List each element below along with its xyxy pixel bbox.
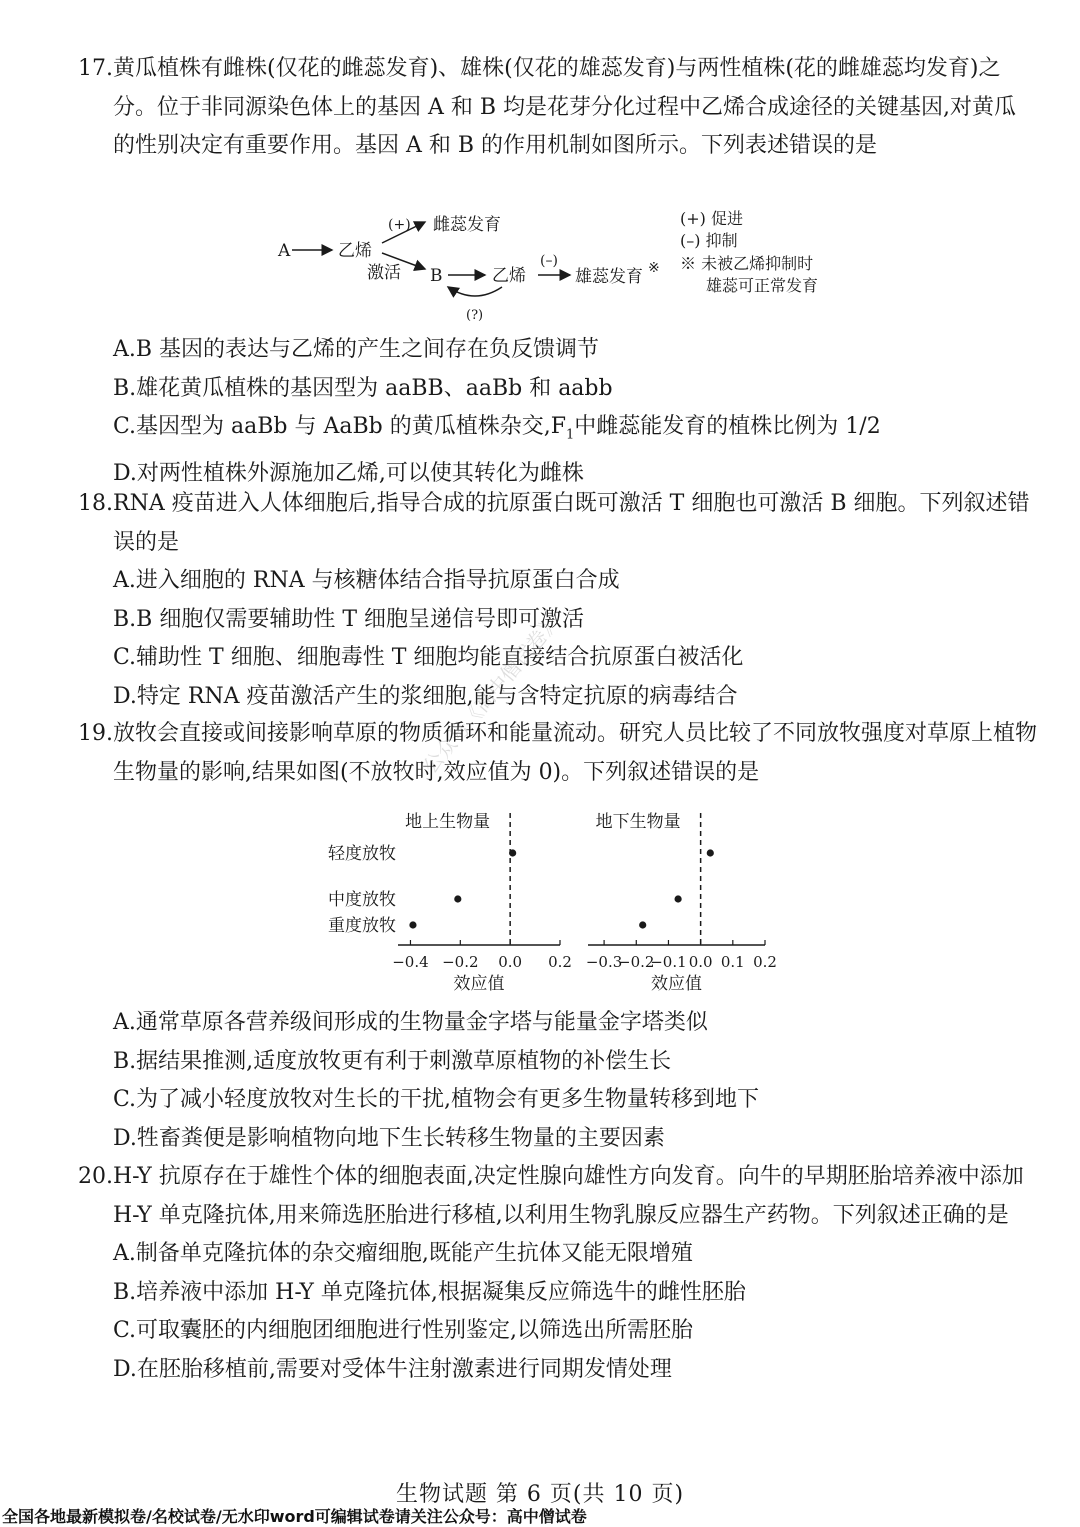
option-c bbox=[113, 408, 1038, 455]
activate-label: 激活 bbox=[367, 263, 401, 283]
question-number: 20. bbox=[78, 1164, 113, 1189]
x-tick-label: −0.2 bbox=[618, 953, 655, 971]
question-19-options bbox=[78, 1004, 1038, 1158]
question-stem: RNA 疫苗进入人体细胞后,指导合成的抗原蛋白既可激活 T 细胞也可激活 B 细胞。下列叙述错误的是 bbox=[113, 491, 1030, 555]
option-c: C.可取囊胚的内细胞团细胞进行性别鉴定,以筛选出所需胚胎 bbox=[113, 1318, 694, 1343]
option-c-text-2: 中雌蕊能发育的植株比例为 1/2 bbox=[574, 414, 881, 439]
question-20 bbox=[78, 1158, 1038, 1389]
grazing-effect-chart bbox=[320, 805, 780, 1000]
option-b: B.培养液中添加 H-Y 单克隆抗体,根据凝集反应筛选牛的雌性胚胎 bbox=[113, 1279, 746, 1305]
f1-subscript: 1 bbox=[566, 427, 575, 443]
option-a: A.B 基因的表达与乙烯的产生之间存在负反馈调节 bbox=[113, 337, 600, 362]
panel-title: 地下生物量 bbox=[595, 812, 681, 832]
promo-banner: 全国各地最新模拟卷/名校试卷/无水印word可编辑试卷请关注公众号：高中僧试卷 bbox=[2, 1507, 587, 1526]
question-number: 18. bbox=[78, 491, 113, 516]
inhibit-sign: (–) bbox=[540, 253, 558, 269]
data-point bbox=[454, 895, 461, 902]
pistil-development-label: 雌蕊发育 bbox=[433, 215, 501, 235]
panel-title: 地上生物量 bbox=[405, 812, 491, 832]
data-point bbox=[707, 849, 714, 856]
stamen-development-label: 雄蕊发育 bbox=[575, 267, 643, 287]
gene-b-label: B bbox=[430, 266, 443, 286]
option-d: D.特定 RNA 疫苗激活产生的浆细胞,能与含特定抗原的病毒结合 bbox=[113, 683, 738, 709]
x-axis-label: 效应值 bbox=[651, 974, 702, 994]
option-d: D.牲畜粪便是影响植物向地下生长转移生物量的主要因素 bbox=[113, 1125, 665, 1151]
x-tick-label: −0.4 bbox=[392, 953, 429, 971]
question-number: 17. bbox=[78, 56, 113, 81]
x-tick-label: −0.3 bbox=[585, 953, 623, 971]
option-a: A.进入细胞的 RNA 与核糖体结合指导抗原蛋白合成 bbox=[113, 568, 620, 593]
option-b: B.B 细胞仅需要辅助性 T 细胞呈递信号即可激活 bbox=[113, 606, 584, 632]
note-mark: ※ bbox=[648, 260, 660, 276]
question-stem: H-Y 抗原存在于雄性个体的细胞表面,决定性腺向雄性方向发育。向牛的早期胚胎培养液中添加 H-Y 单克隆抗体,用来筛选胚胎进行移植,以利用生物乳腺反应器生产药物。下列叙述正确的是 bbox=[113, 1164, 1024, 1228]
x-tick-label: 0.2 bbox=[753, 953, 777, 971]
category-label: 重度放牧 bbox=[328, 916, 396, 936]
x-tick-label: 0.1 bbox=[720, 953, 745, 971]
watermark: 公众号《高中僧试卷》 bbox=[418, 609, 566, 778]
data-point bbox=[639, 921, 646, 928]
x-tick-label: −0.1 bbox=[650, 953, 687, 971]
page-footer: 生物试题 第 6 页(共 10 页) bbox=[395, 1482, 685, 1507]
option-d: D.对两性植株外源施加乙烯,可以使其转化为雌株 bbox=[113, 460, 584, 486]
data-point bbox=[675, 895, 682, 902]
x-axis-label: 效应值 bbox=[453, 974, 505, 994]
legend-note-1: ※ 未被乙烯抑制时 bbox=[680, 254, 814, 273]
question-sign: (?) bbox=[466, 308, 484, 323]
question-17-options bbox=[78, 331, 1038, 493]
x-tick-label: 0.0 bbox=[498, 953, 523, 971]
category-label: 轻度放牧 bbox=[328, 844, 396, 864]
option-b: B.雄花黄瓜植株的基因型为 aaBB、aaBb 和 aabb bbox=[113, 375, 613, 401]
question-stem: 黄瓜植株有雌株(仅花的雌蕊发育)、雄株(仅花的雄蕊发育)与两性植株(花的雌雄蕊均发育)之分。位于非同源染色体上的基因 A 和 B 均是花芽分化过程中乙烯合成途径的关键基因,对黄瓜的性别决定有重要作用。基因 A 和 B 的作用机制如图所示。下列表述错误的是 bbox=[113, 56, 1017, 158]
option-c-text: C.基因型为 aaBb 与 AaBb 的黄瓜植株杂交,F bbox=[113, 414, 567, 439]
promote-sign: (+) bbox=[388, 217, 411, 233]
ethylene-label-1: 乙烯 bbox=[338, 241, 372, 261]
option-c: C.辅助性 T 细胞、细胞毒性 T 细胞均能直接结合抗原蛋白被活化 bbox=[113, 645, 744, 670]
question-17 bbox=[78, 50, 1038, 166]
option-a: A.制备单克隆抗体的杂交瘤细胞,既能产生抗体又能无限增殖 bbox=[113, 1241, 693, 1266]
x-tick-label: 0.2 bbox=[548, 953, 572, 971]
gene-mechanism-diagram bbox=[270, 205, 840, 330]
x-tick-label: −0.2 bbox=[442, 953, 479, 971]
ethylene-label-2: 乙烯 bbox=[492, 266, 526, 286]
data-point bbox=[509, 849, 516, 856]
question-18 bbox=[78, 485, 1038, 716]
option-d: D.在胚胎移植前,需要对受体牛注射激素进行同期发情处理 bbox=[113, 1356, 672, 1382]
data-point bbox=[409, 921, 416, 928]
category-label: 中度放牧 bbox=[328, 890, 396, 910]
legend-inhibit: (–) 抑制 bbox=[680, 231, 738, 250]
legend-promote: (+) 促进 bbox=[680, 209, 743, 228]
question-stem: 放牧会直接或间接影响草原的物质循环和能量流动。研究人员比较了不同放牧强度对草原上植物生物量的影响,结果如图(不放牧时,效应值为 0)。下列叙述错误的是 bbox=[113, 721, 1038, 785]
gene-a-label: A bbox=[278, 241, 291, 261]
question-number: 19. bbox=[78, 721, 113, 746]
option-c: C.为了减小轻度放牧对生长的干扰,植物会有更多生物量转移到地下 bbox=[113, 1087, 760, 1112]
option-a: A.通常草原各营养级间形成的生物量金字塔与能量金字塔类似 bbox=[113, 1010, 708, 1035]
question-19 bbox=[78, 715, 1038, 792]
legend-note-2: 雄蕊可正常发育 bbox=[706, 276, 819, 295]
x-tick-label: 0.0 bbox=[688, 953, 713, 971]
option-b: B.据结果推测,适度放牧更有利于刺激草原植物的补偿生长 bbox=[113, 1048, 672, 1074]
